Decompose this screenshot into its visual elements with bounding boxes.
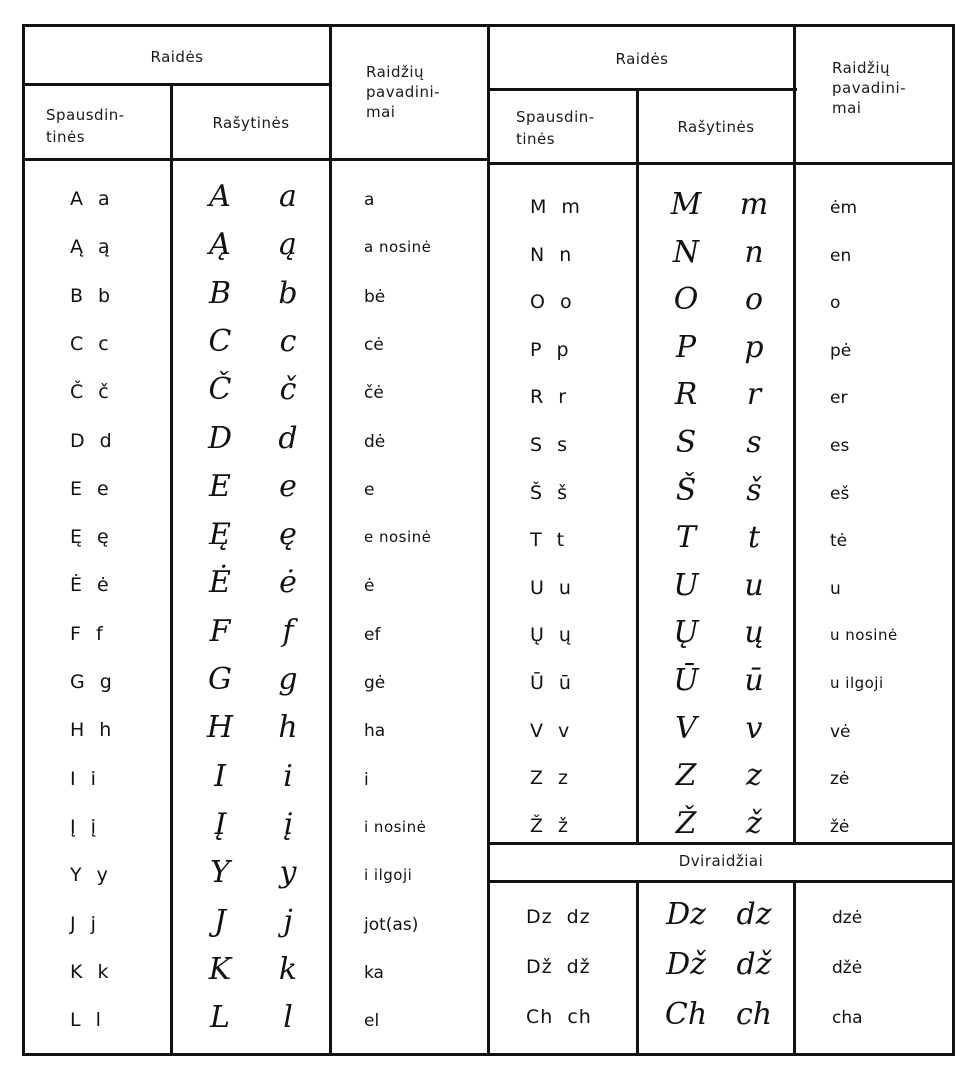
printed-lowercase: ų [558, 624, 572, 647]
printed-letter-pair [70, 430, 113, 452]
header-names-line1: Raidžių [366, 63, 425, 81]
printed-uppercase: Į [70, 815, 77, 838]
written-letter-pair [186, 179, 322, 214]
written-letter-pair [652, 897, 788, 932]
written-uppercase: T [675, 520, 696, 556]
letter-name: en [830, 245, 852, 266]
left-col-divider-2 [329, 24, 332, 1056]
written-lowercase: a [279, 179, 297, 214]
header-names-left [366, 62, 440, 122]
printed-lowercase: l [95, 1009, 102, 1032]
written-lowercase: o [744, 282, 764, 318]
printed-uppercase: Ch [526, 1006, 554, 1028]
written-uppercase: Č [208, 372, 232, 408]
printed-lowercase: ū [558, 672, 572, 694]
written-uppercase: N [672, 234, 700, 270]
printed-uppercase: Ų [530, 624, 545, 647]
written-uppercase: J [213, 903, 227, 939]
written-lowercase: t [747, 520, 761, 556]
printed-uppercase: L [70, 1009, 82, 1032]
printed-lowercase: į [90, 815, 97, 838]
printed-lowercase: e [97, 477, 110, 500]
printed-letter-pair [70, 671, 113, 693]
written-lowercase: m [739, 187, 769, 222]
written-letter-pair [186, 952, 322, 987]
written-letter-pair [652, 377, 788, 412]
written-letter-pair [186, 517, 322, 552]
printed-lowercase: n [559, 243, 573, 266]
header-names-line3: mai [366, 103, 396, 121]
printed-lowercase: ė [97, 574, 110, 597]
printed-letter-pair [530, 767, 569, 789]
header-printed-line2: tinės [516, 130, 556, 148]
written-uppercase: Z [675, 758, 697, 794]
letter-name: dė [364, 431, 386, 452]
printed-uppercase: Ą [70, 236, 84, 259]
printed-uppercase: Ū [530, 672, 545, 694]
printed-lowercase: f [95, 622, 104, 645]
printed-letter-pair [530, 339, 570, 361]
printed-uppercase: K [70, 960, 84, 983]
printed-lowercase: ę [97, 526, 110, 549]
printed-uppercase: Ė [70, 574, 84, 597]
written-letter-pair [652, 425, 788, 460]
printed-uppercase: B [70, 284, 85, 307]
written-letter-pair [652, 615, 788, 650]
printed-letter-pair [530, 577, 572, 599]
printed-letter-pair [70, 574, 110, 596]
printed-lowercase: y [96, 864, 109, 887]
letter-name: ef [364, 624, 381, 645]
written-uppercase: Į [214, 806, 226, 842]
written-lowercase: k [278, 951, 298, 987]
printed-letter-pair [70, 188, 111, 210]
printed-uppercase: F [70, 622, 82, 645]
printed-uppercase: D [70, 429, 86, 452]
written-letter-pair [652, 663, 788, 698]
header-printed-line2: tinės [46, 128, 86, 146]
letter-name: e [364, 479, 375, 500]
written-lowercase: š [746, 472, 762, 508]
written-uppercase: Ž [675, 805, 697, 841]
written-uppercase: G [208, 662, 232, 697]
written-lowercase: d [278, 420, 298, 456]
printed-letter-pair [70, 236, 111, 258]
written-uppercase: Ų [673, 615, 699, 651]
printed-letter-pair [530, 291, 573, 313]
printed-uppercase: Dz [526, 906, 553, 928]
printed-letter-pair [70, 768, 97, 790]
printed-letter-pair [526, 956, 591, 978]
written-uppercase: Dž [666, 947, 706, 982]
letter-name: u ilgoji [830, 674, 884, 692]
written-lowercase: č [279, 372, 297, 408]
letter-name: eš [830, 483, 850, 504]
written-uppercase: E [209, 468, 231, 504]
written-uppercase: C [208, 323, 232, 359]
printed-uppercase: U [530, 576, 545, 599]
printed-uppercase: S [530, 434, 544, 456]
letter-name: ha [364, 721, 386, 742]
written-lowercase: s [746, 425, 762, 460]
written-uppercase: I [214, 758, 226, 794]
printed-lowercase: r [558, 386, 568, 409]
written-lowercase: n [744, 234, 764, 270]
right-col-divider-1 [636, 89, 639, 844]
written-uppercase: Ė [209, 565, 231, 601]
letter-name: o [830, 293, 841, 314]
written-uppercase: S [675, 425, 697, 460]
left-header-divider [22, 83, 332, 86]
letter-name: gė [364, 673, 386, 693]
printed-letter-pair [70, 961, 109, 983]
written-letter-pair [652, 806, 788, 841]
printed-letter-pair [70, 816, 97, 838]
written-lowercase: ž [746, 805, 762, 841]
printed-lowercase: ž [558, 814, 570, 837]
printed-lowercase: h [99, 719, 113, 742]
letter-name: jot(as) [364, 914, 419, 935]
printed-letter-pair [70, 333, 110, 355]
printed-uppercase: E [70, 477, 84, 500]
printed-uppercase: C [70, 332, 85, 355]
printed-uppercase: N [530, 243, 546, 266]
printed-letter-pair [70, 526, 110, 548]
header-letters-left: Raidės [150, 48, 204, 66]
written-letter-pair [186, 855, 322, 890]
right-col-divider-2 [793, 24, 796, 844]
header-names-line2: pavadini- [366, 83, 441, 101]
written-uppercase: V [675, 710, 697, 746]
letter-name: ė [364, 576, 375, 597]
printed-uppercase: V [530, 719, 544, 742]
printed-lowercase: b [98, 284, 112, 307]
printed-letter-pair [530, 624, 572, 646]
written-uppercase: U [673, 567, 699, 603]
printed-lowercase: u [558, 576, 572, 599]
letter-name: cė [364, 334, 384, 355]
right-header-bottom [487, 162, 955, 165]
written-letter-pair [186, 759, 322, 794]
written-uppercase: K [208, 951, 232, 987]
letter-name: i [364, 769, 369, 790]
written-uppercase: R [674, 377, 698, 413]
letter-name: u [830, 578, 841, 599]
letter-name: zė [830, 769, 850, 790]
printed-letter-pair [530, 244, 572, 266]
written-lowercase: c [279, 323, 297, 359]
printed-letter-pair [530, 815, 569, 837]
printed-lowercase: š [557, 481, 568, 504]
digraph-col-divider-2 [793, 881, 796, 1056]
written-uppercase: Y [210, 855, 230, 891]
printed-letter-pair [70, 864, 109, 886]
letter-name: žė [830, 816, 850, 837]
header-printed-left [46, 104, 125, 148]
printed-uppercase: G [70, 671, 86, 693]
written-letter-pair [186, 807, 322, 842]
written-letter-pair [652, 282, 788, 317]
printed-uppercase: I [70, 767, 77, 790]
letter-name: a [364, 190, 375, 210]
printed-letter-pair [70, 623, 104, 645]
letter-name: bė [364, 286, 386, 307]
written-uppercase: Dz [666, 897, 706, 932]
letter-name: čė [364, 383, 384, 404]
printed-uppercase: Ę [70, 526, 84, 549]
written-uppercase: M [670, 187, 702, 222]
written-lowercase: r [746, 377, 762, 413]
printed-uppercase: Y [70, 864, 83, 887]
header-printed-right [516, 106, 595, 150]
written-lowercase: dž [736, 947, 772, 982]
written-lowercase: g [278, 662, 298, 697]
written-lowercase: ū [744, 663, 764, 698]
written-letter-pair [186, 662, 322, 697]
left-header-bottom [22, 158, 490, 161]
written-letter-pair [186, 904, 322, 939]
printed-letter-pair [70, 913, 97, 935]
written-uppercase: L [210, 1000, 230, 1036]
printed-letter-pair [530, 672, 572, 694]
header-written-right: Rašytinės [677, 118, 755, 136]
printed-lowercase: p [556, 338, 570, 361]
written-letter-pair [186, 372, 322, 407]
printed-letter-pair [530, 196, 581, 218]
printed-lowercase: ch [567, 1006, 592, 1028]
letter-name: tė [830, 531, 848, 552]
written-lowercase: ė [279, 565, 297, 601]
printed-uppercase: Z [530, 767, 545, 790]
written-lowercase: ch [735, 997, 773, 1032]
header-names-line3: mai [832, 99, 862, 117]
written-lowercase: e [279, 468, 297, 504]
printed-lowercase: m [561, 196, 581, 218]
written-letter-pair [186, 276, 322, 311]
letter-name: es [830, 436, 850, 456]
header-printed-line1: Spausdin- [46, 106, 125, 124]
printed-letter-pair [530, 386, 567, 408]
letter-name: džė [832, 958, 863, 978]
written-lowercase: ę [279, 517, 297, 553]
printed-lowercase: dz [566, 906, 591, 928]
written-letter-pair [186, 710, 322, 745]
printed-lowercase: d [99, 429, 113, 452]
header-letters-right: Raidės [615, 50, 669, 68]
written-lowercase: y [279, 855, 297, 891]
written-uppercase: Ū [673, 663, 699, 698]
printed-letter-pair [530, 720, 570, 742]
written-letter-pair [652, 235, 788, 270]
printed-lowercase: v [558, 719, 571, 742]
written-uppercase: O [673, 282, 699, 318]
written-lowercase: dz [736, 897, 772, 932]
letter-name: dzė [832, 908, 863, 928]
written-uppercase: A [209, 179, 231, 214]
printed-uppercase: H [70, 719, 86, 742]
printed-uppercase: Š [530, 481, 544, 504]
printed-lowercase: z [558, 767, 570, 790]
letter-name: cha [832, 1008, 863, 1028]
printed-letter-pair [70, 478, 110, 500]
digraph-header-top [487, 842, 955, 845]
written-letter-pair [652, 520, 788, 555]
letter-name: i ilgoji [364, 866, 413, 885]
written-letter-pair [186, 469, 322, 504]
written-lowercase: p [744, 329, 764, 365]
printed-uppercase: T [530, 529, 543, 552]
header-written-left: Rašytinės [212, 114, 290, 132]
written-lowercase: ų [744, 615, 764, 651]
letter-name: ka [364, 962, 384, 983]
written-letter-pair [652, 758, 788, 793]
written-lowercase: j [283, 903, 293, 939]
written-letter-pair [652, 330, 788, 365]
right-header-divider [487, 88, 797, 91]
written-uppercase: Š [675, 472, 697, 508]
digraph-header-bottom [487, 880, 955, 883]
written-lowercase: h [278, 710, 298, 746]
printed-lowercase: i [90, 767, 97, 790]
written-uppercase: B [208, 275, 232, 311]
written-lowercase: f [282, 613, 294, 649]
letter-name: er [830, 388, 848, 409]
printed-lowercase: ą [98, 236, 111, 259]
printed-lowercase: a [98, 188, 111, 210]
printed-letter-pair [530, 529, 565, 551]
printed-uppercase: R [530, 386, 545, 409]
letter-name: e nosinė [364, 528, 432, 547]
written-letter-pair [186, 614, 322, 649]
digraph-col-divider-1 [636, 881, 639, 1056]
printed-lowercase: c [98, 332, 110, 355]
printed-lowercase: k [97, 960, 110, 983]
printed-letter-pair [526, 1006, 592, 1028]
written-lowercase: v [745, 710, 763, 746]
printed-uppercase: Dž [526, 956, 553, 978]
written-letter-pair [186, 565, 322, 600]
letter-name: ėm [830, 198, 858, 218]
written-letter-pair [652, 947, 788, 982]
written-letter-pair [186, 324, 322, 359]
written-letter-pair [652, 711, 788, 746]
printed-letter-pair [70, 381, 110, 403]
printed-uppercase: J [70, 912, 77, 935]
written-uppercase: D [207, 420, 233, 456]
written-lowercase: į [283, 806, 293, 842]
written-lowercase: b [278, 275, 298, 311]
header-digraphs: Dviraidžiai [678, 852, 764, 870]
printed-letter-pair [526, 906, 591, 928]
printed-lowercase: t [556, 529, 566, 552]
printed-uppercase: A [70, 188, 84, 210]
written-letter-pair [652, 997, 788, 1032]
printed-lowercase: s [557, 434, 568, 456]
written-uppercase: F [209, 613, 231, 649]
printed-lowercase: dž [566, 956, 591, 978]
written-letter-pair [186, 1000, 322, 1035]
written-uppercase: Ą [209, 227, 231, 263]
letter-name: a nosinė [364, 238, 432, 257]
written-lowercase: l [283, 1000, 293, 1036]
printed-letter-pair [530, 482, 568, 504]
printed-letter-pair [70, 1009, 102, 1031]
written-lowercase: z [746, 758, 762, 794]
letter-name: u nosinė [830, 626, 898, 645]
printed-uppercase: P [530, 338, 543, 361]
written-uppercase: Ę [209, 517, 231, 553]
written-letter-pair [186, 421, 322, 456]
written-lowercase: i [283, 758, 293, 794]
printed-lowercase: o [559, 291, 573, 314]
letter-name: pė [830, 340, 852, 361]
written-lowercase: u [744, 567, 764, 603]
written-uppercase: Ch [664, 997, 708, 1032]
printed-uppercase: M [530, 196, 548, 218]
header-printed-line1: Spausdin- [516, 108, 595, 126]
written-letter-pair [652, 568, 788, 603]
printed-uppercase: Ž [530, 814, 545, 837]
letter-name: vė [830, 721, 851, 742]
header-names-right [832, 58, 906, 118]
printed-lowercase: j [90, 912, 97, 935]
left-col-divider-1 [170, 84, 173, 1056]
written-uppercase: H [206, 710, 234, 746]
written-lowercase: ą [279, 227, 297, 263]
printed-letter-pair [530, 434, 568, 456]
letter-name: i nosinė [364, 817, 427, 836]
printed-letter-pair [70, 719, 112, 741]
printed-letter-pair [70, 285, 111, 307]
written-letter-pair [186, 227, 322, 262]
letter-name: el [364, 1011, 380, 1032]
printed-lowercase: g [99, 671, 113, 693]
written-uppercase: P [675, 329, 697, 365]
header-names-line1: Raidžių [832, 59, 891, 77]
written-letter-pair [652, 187, 788, 222]
header-names-line2: pavadini- [832, 79, 907, 97]
printed-uppercase: Č [70, 381, 85, 404]
printed-uppercase: O [530, 291, 546, 314]
written-letter-pair [652, 473, 788, 508]
printed-lowercase: č [98, 381, 110, 404]
